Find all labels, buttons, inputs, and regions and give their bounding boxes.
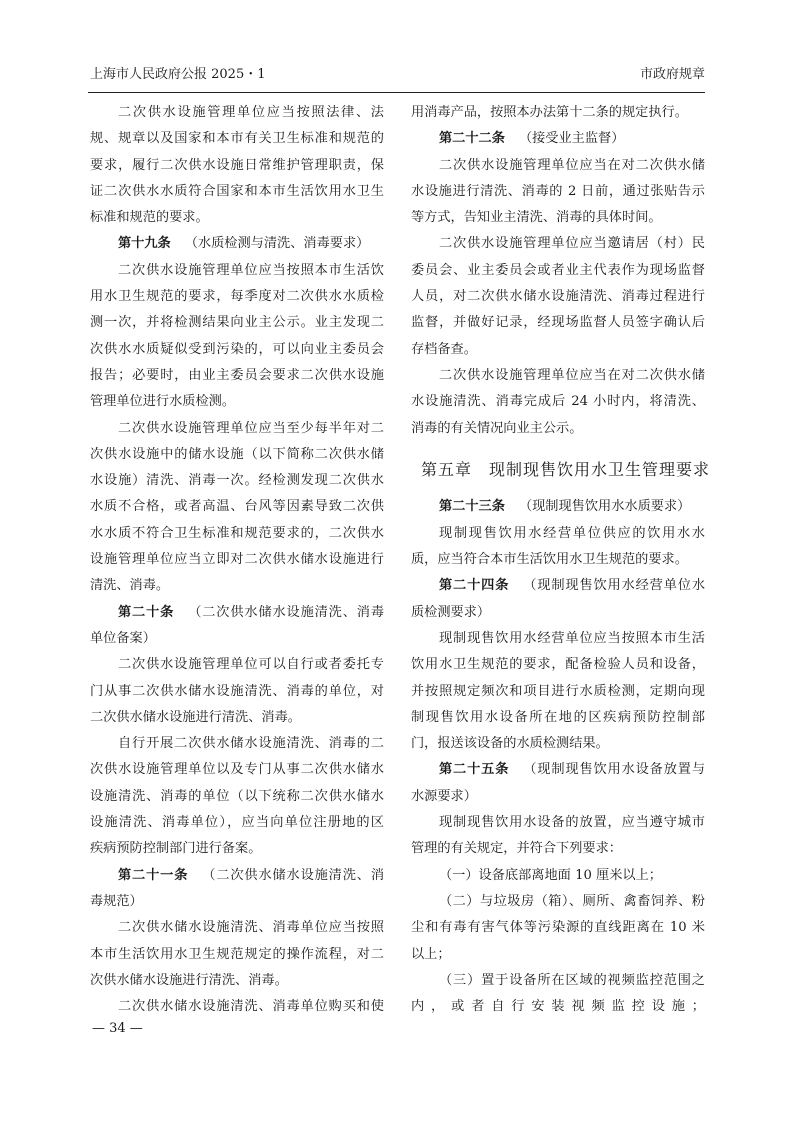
line-text: 用消毒产品，按照本办法第十二条的规定执行。 [411,105,688,120]
text-line [90,757,384,783]
line-text: 水设施进行清洗、消毒的 2 日前，通过张贴告示 [411,183,705,199]
text-line [90,468,384,494]
header-rule [88,92,705,93]
text-line [411,679,705,705]
line-text: 本市生活饮用水卫生规范规定的操作流程，对二 [90,946,384,962]
text-line [90,179,384,205]
text-line [90,679,384,705]
line-text: 二次供水设施管理单位应当邀请居（村）民 [439,236,705,252]
text-line [90,810,384,836]
line-text: 管理单位进行水质检测。 [90,394,236,410]
line-text: 次供水设施管理单位以及专门从事二次供水储水 [90,762,384,778]
line-text: 门从事二次供水储水设施清洗、消毒的单位，对 [90,683,384,699]
text-line [90,494,384,520]
line-text: 并按照规定频次和项目进行水质检测，定期向现 [411,683,705,699]
paragraph [411,889,705,968]
line-text: 等方式，告知业主清洗、消毒的具体时间。 [411,210,662,226]
article-number: 第二十四条 [439,578,510,594]
chapter-heading [411,442,711,495]
text-line [90,521,384,547]
text-line [411,179,705,205]
article-heading [411,494,705,520]
text-line [90,100,384,126]
line-text: 疾病预防控制部门进行备案。 [90,841,262,857]
running-header-title: 上海市人民政府公报 2025・1 [90,67,266,82]
article-title: （接受业主监督） [518,131,625,147]
text-line [411,521,705,547]
text-line [90,968,384,994]
paragraph [411,968,705,1021]
text-line [90,363,384,389]
line-text: 水质不合格，或者高温、台风等因素导致二次供 [90,499,384,515]
line-text: 二次供水设施管理单位可以自行或者委托专 [118,657,384,673]
article-number: 第十九条 [118,236,171,252]
line-text: 水设施清洗、消毒完成后 24 小时内，将清洗、 [411,394,705,410]
line-text: 管理的有关规定，并符合下列要求： [411,841,622,857]
text-line [411,284,705,310]
running-header-section: 市政府规章 [639,67,705,82]
line-text: 二次供水设施管理单位应当按照本市生活饮 [118,262,384,278]
line-text: 现制现售饮用水经营单位供应的饮用水水 [439,525,705,541]
text-line [411,863,705,889]
text-line [411,389,705,415]
line-text: 设施清洗、消毒的单位（以下统称二次供水储水 [90,788,384,804]
article-number: 第二十二条 [439,131,505,147]
line-text: 水水质不符合卫生标准和规范要求的，二次供水 [90,525,384,541]
article-heading [90,863,384,916]
text-line [90,284,384,310]
paragraph [411,231,705,362]
text-line [90,389,384,415]
text-line [90,942,384,968]
page-number: — 34 — [92,1021,143,1036]
line-text: 次供水储水设施进行清洗、消毒。 [90,972,288,988]
text-line [411,810,705,836]
line-text: 次供水水质疑似受到污染的，可以向业主委员会 [90,341,384,357]
text-line [90,126,384,152]
line-text: 委员会、业主委员会或者业主代表作为现场监督 [411,262,705,278]
paragraph [90,652,384,731]
text-line [411,994,705,1020]
line-text: 自行开展二次供水储水设施清洗、消毒的二 [118,736,384,752]
left-column [90,100,384,1020]
paragraph [90,258,384,416]
text-line [411,153,705,179]
text-line [90,600,384,626]
text-line [90,626,384,652]
text-line [411,784,705,810]
line-text: 用水卫生规范的要求，每季度对二次供水水质检 [90,289,384,305]
line-text: 规、规章以及国家和本市有关卫生标准和规范的 [90,131,384,147]
paragraph [90,994,384,1020]
line-text: 现制现售饮用水设备的放置，应当遵守城市 [439,815,705,831]
line-text: 二次供水设施管理单位应当在对二次供水储 [439,367,705,383]
line-text: 二次供水设施管理单位应当至少每半年对二 [118,420,384,436]
text-line [411,126,705,152]
text-line [411,494,705,520]
text-line [411,573,705,599]
line-text: 水设施）清洗、消毒一次。经检测发现二次供水 [90,473,384,489]
chapter-title: 第五章 现制现售饮用水卫生管理要求 [421,459,711,479]
line-text: 以上； [411,946,451,962]
article-number: 第二十三条 [439,499,505,515]
article-title: 单位备案） [90,630,156,646]
text-line [90,310,384,336]
line-text: 二次供水储水设施清洗、消毒单位购买和使 [118,999,384,1015]
text-line [411,100,705,126]
text-line [411,231,705,257]
paragraph [411,626,705,757]
article-heading [411,126,705,152]
paragraph [411,810,705,863]
text-line [90,705,384,731]
paragraph [90,915,384,994]
text-line [411,310,705,336]
paragraph [411,521,705,574]
article-number: 第二十条 [118,604,175,620]
line-text: 设施清洗、消毒单位），应当向单位注册地的区 [90,815,384,831]
article-title: （二次供水储水设施清洗、消 [202,867,385,883]
text-line [411,416,705,442]
line-text: 测一次，并将检测结果向业主公示。业主发现二 [90,315,384,331]
text-line [90,731,384,757]
text-line [90,836,384,862]
line-text: 存档备查。 [411,341,477,357]
text-line [411,705,705,731]
text-line [411,258,705,284]
line-text: 门，报送该设备的水质检测结果。 [411,736,609,752]
text-line [411,915,705,941]
text-line [411,757,705,783]
text-line [411,968,705,994]
article-title: 质检测要求） [411,604,491,620]
line-text: 制现售饮用水设备所在地的区疾病预防控制部 [411,709,705,725]
text-line [90,205,384,231]
line-text: 现制现售饮用水经营单位应当按照本市生活 [439,630,705,646]
line-text: （二）与垃圾房（箱）、厕所、禽畜饲养、粉 [439,893,705,909]
text-line [411,363,705,389]
text-line [411,547,705,573]
line-text: （一）设备底部离地面 10 厘米以上； [439,867,662,883]
text-line [411,626,705,652]
paragraph [411,153,705,232]
paragraph [411,863,705,889]
text-line [90,994,384,1020]
line-text: 监督，并做好记录，经现场监督人员签字确认后 [411,315,705,331]
text-line [90,889,384,915]
text-line [90,258,384,284]
text-line [411,731,705,757]
text-line [411,942,705,968]
article-number: 第二十一条 [118,867,189,883]
line-text: 报告；必要时，由业主委员会要求二次供水设施 [90,367,384,383]
line-text: （三）置于设备所在区域的视频监控范围之 [439,972,705,988]
text-line [90,442,384,468]
text-line [90,915,384,941]
paragraph [90,731,384,862]
line-text: 饮用水卫生规范的要求，配备检验人员和设备， [411,657,705,673]
paragraph [411,363,705,442]
line-text: 二次供水储水设施进行清洗、消毒。 [90,709,301,725]
article-title: （现制现售饮用水设备放置与 [523,762,706,778]
line-text: 证二次供水水质符合国家和本市生活饮用水卫生 [90,183,384,199]
article-title: （二次供水储水设施清洗、消毒 [188,604,385,620]
text-line [90,231,384,257]
article-heading [90,600,384,653]
line-text: 标准和规范的要求。 [90,210,209,226]
paragraph [90,100,384,231]
text-line [90,652,384,678]
line-text: 要求，履行二次供水设施日常维护管理职责，保 [90,157,384,173]
article-title: （现制现售饮用水经营单位水 [523,578,706,594]
text-line [411,600,705,626]
article-heading [90,231,384,257]
text-line [90,573,384,599]
text-line [90,153,384,179]
paragraph [411,100,705,126]
article-heading [411,573,705,626]
line-text: 二次供水设施管理单位应当按照法律、法 [118,105,384,120]
text-line [90,784,384,810]
line-text: 尘和有毒有害气体等污染源的直线距离在 10 米 [411,920,705,936]
line-text: 二次供水储水设施清洗、消毒单位应当按照 [118,920,384,936]
text-line [411,836,705,862]
paragraph [90,416,384,600]
line-text: 次供水设施中的储水设施（以下简称二次供水储 [90,446,384,462]
text-line [90,337,384,363]
line-text: 人员，对二次供水储水设施清洗、消毒过程进行 [411,289,705,305]
text-line [411,337,705,363]
text-line [411,652,705,678]
line-text: 二次供水设施管理单位应当在对二次供水储 [439,157,705,173]
text-line [90,416,384,442]
text-line [90,863,384,889]
article-heading [411,757,705,810]
text-line [411,889,705,915]
right-column [411,100,711,1020]
line-text: 清洗、消毒。 [90,578,170,594]
article-title: 毒规范） [90,893,143,909]
article-title: 水源要求） [411,788,477,804]
line-text: 质，应当符合本市生活饮用水卫生规范的要求。 [411,552,688,568]
line-text: 设施管理单位应当立即对二次供水储水设施进行 [90,552,384,568]
article-title: （现制现售饮用水水质要求） [518,499,691,515]
text-line [90,547,384,573]
line-text: 消毒的有关情况向业主公示。 [411,420,583,436]
text-line [411,205,705,231]
article-number: 第二十五条 [439,762,510,778]
line-text: 内，或者自行安装视频监控设施； [411,999,705,1015]
article-title: （水质检测与清洗、消毒要求） [184,236,370,252]
